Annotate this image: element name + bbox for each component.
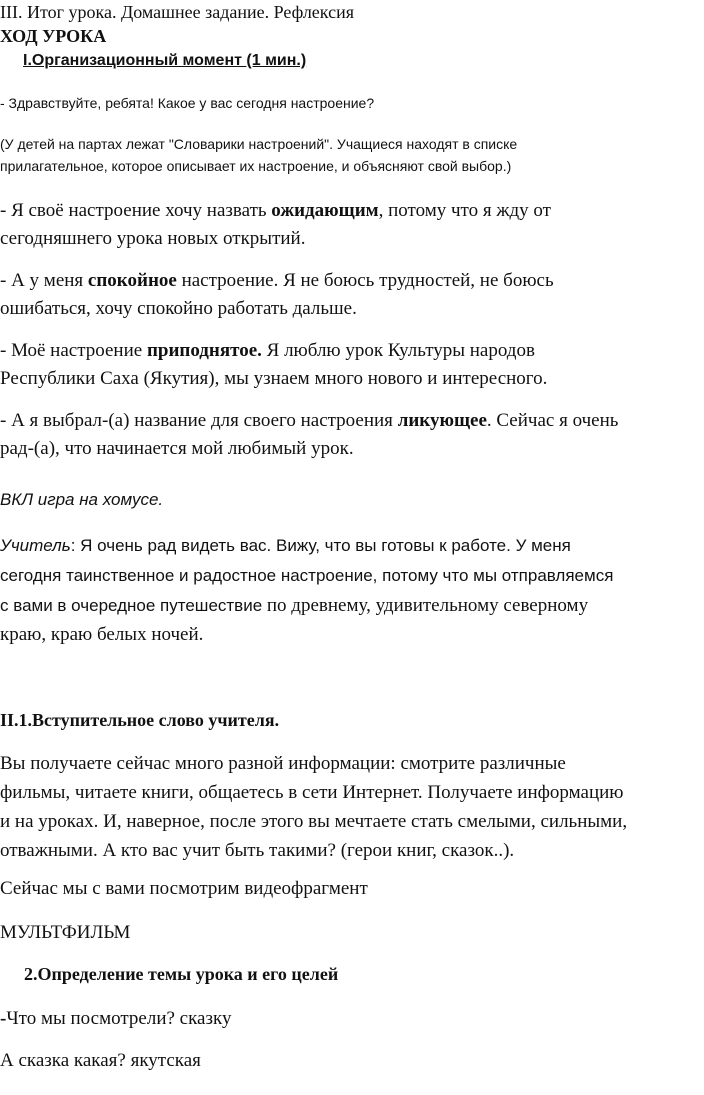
question-1-line (0, 1008, 231, 1030)
response-2-line-1 (0, 270, 554, 292)
question-1-dash: - (0, 1008, 7, 1029)
response-4-mood: ликующее (397, 410, 487, 431)
intro-line-4: отважными. А кто вас учит быть такими? (герои книг, сказок..). (0, 840, 515, 861)
course-heading: ХОД УРОКА (0, 26, 107, 46)
greeting-line: - Здравствуйте, ребята! Какое у вас сегодня настроение? (0, 95, 375, 111)
intro-line-2: фильмы, читаете книги, общаетесь в сети Интернет. Получаете информацию (0, 782, 624, 803)
response-4-pre: - А я выбрал-(а) название для своего настроения (0, 410, 398, 431)
section-2-heading: II.1.Вступительное слово учителя. (0, 710, 280, 730)
section-3-heading: 2.Определение темы урока и его целей (24, 964, 339, 984)
note-line-2: прилагательное, которое описывает их настроение, и объясняют свой выбор.) (0, 158, 512, 174)
question-1-text: Что мы посмотрели? сказку (6, 1008, 232, 1029)
teacher-label: Учитель (0, 536, 71, 555)
question-2-line: А сказка какая? якутская (0, 1050, 201, 1071)
note-line-1: (У детей на партах лежат "Словарики настроений". Учащиеся находят в списке (0, 136, 518, 152)
intro-line-3: и на уроках. И, наверное, после этого вы мечтаете стать смелыми, сильными, (0, 811, 628, 832)
teacher-text-3a: с вами в очередное путешествие (0, 596, 267, 615)
response-3-line-1 (0, 340, 535, 362)
cartoon-line: МУЛЬТФИЛЬМ (0, 922, 131, 943)
teacher-text-3b: по древнему, удивительному северному (266, 595, 589, 616)
khomus-line: ВКЛ игра на хомусе. (0, 490, 164, 509)
response-3-pre: - Моё настроение (0, 340, 147, 361)
response-1-mood: ожидающим (271, 200, 379, 221)
teacher-line-1 (0, 536, 571, 556)
video-line: Сейчас мы с вами посмотрим видеофрагмент (0, 878, 368, 899)
intro-line-1: Вы получаете сейчас много разной информации: смотрите различные (0, 753, 566, 774)
teacher-line-2: сегодня таинственное и радостное настроение, потому что мы отправляемся (0, 566, 614, 585)
response-1-line-2: сегодняшнего урока новых открытий. (0, 228, 306, 249)
stage-3-line: III. Итог урока. Домашнее задание. Рефлексия (0, 2, 354, 22)
response-1-pre: - Я своё настроение хочу назвать (0, 200, 272, 221)
section-1-heading: I.Организационный момент (1 мин.) (23, 52, 307, 69)
response-4-post: . Сейчас я очень (486, 410, 619, 431)
response-3-mood: приподнятое. (146, 340, 262, 361)
response-1-line-1 (0, 200, 551, 222)
response-4-line-1 (0, 410, 618, 432)
teacher-line-3 (0, 595, 588, 617)
teacher-text-1: : Я очень рад видеть вас. Вижу, что вы готовы к работе. У меня (70, 536, 571, 555)
response-2-pre: - А у меня (0, 270, 88, 291)
response-3-post: Я люблю урок Культуры народов (261, 340, 535, 361)
response-3-line-2: Республики Саха (Якутия), мы узнаем много нового и интересного. (0, 368, 548, 389)
response-4-line-2: рад-(а), что начинается мой любимый урок. (0, 438, 354, 459)
teacher-line-4: краю, краю белых ночей. (0, 624, 204, 645)
response-2-line-2: ошибаться, хочу спокойно работать дальше. (0, 298, 357, 319)
response-2-mood: спокойное (87, 270, 177, 291)
response-1-post: , потому что я жду от (378, 200, 551, 221)
response-2-post: настроение. Я не боюсь трудностей, не боюсь (176, 270, 554, 291)
